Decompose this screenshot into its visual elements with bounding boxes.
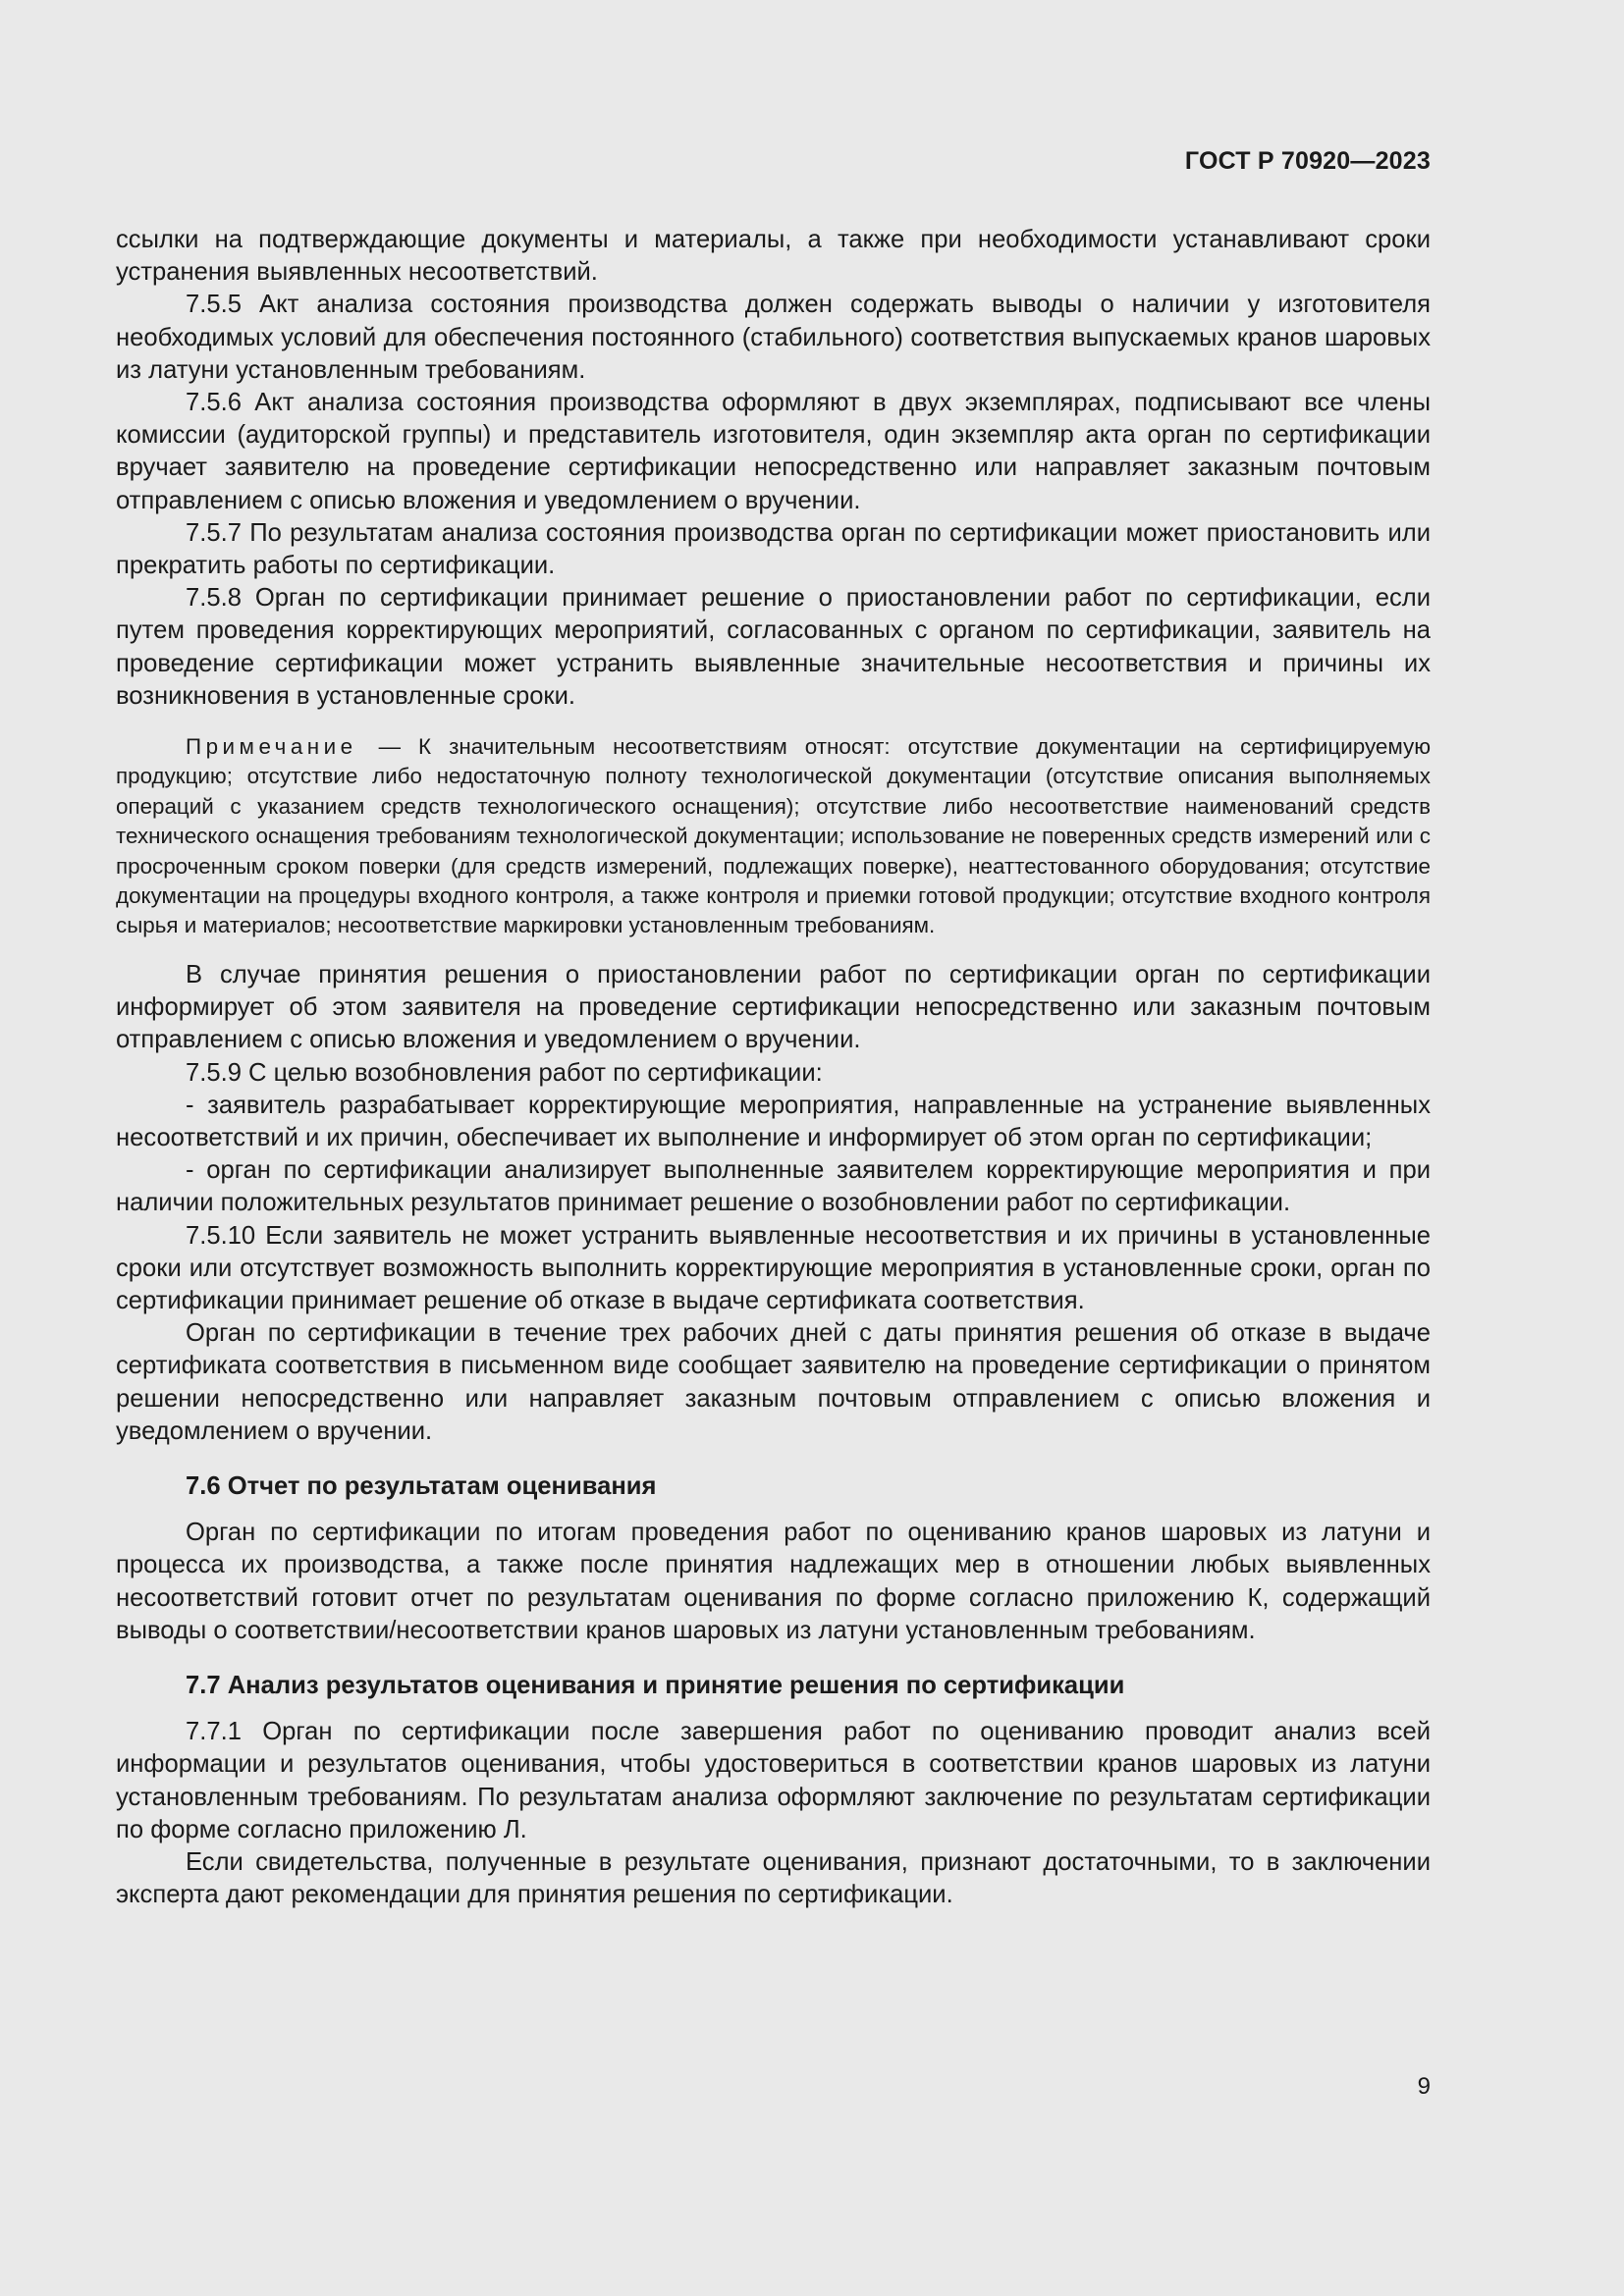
page-number: 9 xyxy=(1417,2073,1431,2100)
paragraph-suspension-notice: В случае принятия решения о приостановлении работ по сертификации орган по сертификации информирует об этом заявителя на проведение сертификации непосредственно или заказным почтовым отправлением с описью вложения и уведомлением о вручении. xyxy=(116,960,1431,1054)
paragraph-7-5-8: 7.5.8 Орган по сертификации принимает решение о приостановлении работ по сертификации, если путем проведения корректирующих мероприятий, согласованных с органом по сертификации, заявитель на проведение сертификации может устранить выявленные значительные несоответствия и причины их возникновения в установленные сроки. xyxy=(116,584,1431,710)
section-heading-7-7: 7.7 Анализ результатов оценивания и принятие решения по сертификации xyxy=(186,1671,1125,1699)
note-block xyxy=(116,732,1431,941)
section-heading-7-6: 7.6 Отчет по результатам оценивания xyxy=(186,1471,657,1500)
paragraph-7-5-10: 7.5.10 Если заявитель не может устранить выявленные несоответствия и их причины в установленные сроки или отсутствует возможность выполнить корректирующие мероприятия в установленные сроки, орган по сертификации принимает решение об отказе в выдаче сертификата соответствия. xyxy=(116,1221,1431,1314)
paragraph-refusal-notice: Орган по сертификации в течение трех рабочих дней с даты принятия решения об отказе в выдаче сертификата соответствия в письменном виде сообщает заявителю на проведение сертификации о принятом решении непосредственно или направляет заказным почтовым отправлением с описью вложения и уведомлением о вручении. xyxy=(116,1319,1431,1445)
paragraph-7-5-5: 7.5.5 Акт анализа состояния производства должен содержать выводы о наличии у изготовителя необходимых условий для обеспечения постоянного (стабильного) соответствия выпускаемых кранов шаровых из латуни установленным требованиям. xyxy=(116,291,1431,384)
note-text: — К значительным несоответствиям относят: отсутствие документации на сертифицируемую продукцию; отсутствие либо недостаточную полноту технологической документации (отсутствие описания выполняемых операций с указанием средств технологического оснащения); отсутствие либо несоответствие наименований средств технического оснащения требованиям технологической документации; использование не поверенных средств измерений или с просроченным сроком поверки (для средств измерений, подлежащих поверке), неаттестованного оборудования; отсутствие документации на процедуры входного контроля, а также контроля и приемки готовой продукции; отсутствие входного контроля сырья и материалов; несоответствие маркировки установленным требованиям. xyxy=(116,734,1431,938)
paragraph-7-5-9: 7.5.9 С целью возобновления работ по сертификации: xyxy=(186,1058,823,1087)
list-item-body-actions: - орган по сертификации анализирует выполненные заявителем корректирующие мероприятия и при наличии положительных результатов принимает решение о возобновлении работ по сертификации. xyxy=(116,1156,1431,1217)
note-label: Примечание xyxy=(186,734,357,760)
document-code: ГОСТ Р 70920—2023 xyxy=(1184,147,1431,175)
paragraph-continuation: ссылки на подтверждающие документы и материалы, а также при необходимости устанавливают сроки устранения выявленных несоответствий. xyxy=(116,226,1431,287)
paragraph-7-7-1: 7.7.1 Орган по сертификации после завершения работ по оцениванию проводит анализ всей информации и результатов оценивания, чтобы удостовериться в соответствии кранов шаровых из латуни установленным требованиям. По результатам анализа оформляют заключение по результатам сертификации по форме согласно приложению Л. xyxy=(116,1718,1431,1843)
list-item-applicant-actions: - заявитель разрабатывает корректирующие мероприятия, направленные на устранение выявленных несоответствий и их причин, обеспечивает их выполнение и информирует об этом орган по сертификации; xyxy=(116,1091,1431,1151)
paragraph-evidence: Если свидетельства, полученные в результате оценивания, признают достаточными, то в заключении эксперта дают рекомендации для принятия решения по сертификации. xyxy=(116,1847,1431,1909)
paragraph-7-6-body: Орган по сертификации по итогам проведения работ по оцениванию кранов шаровых из латуни и процесса их производства, а также после принятия надлежащих мер в отношении любых выявленных несоответствий готовит отчет по результатам оценивания по форме согласно приложению К, содержащий выводы о соответствии/несоответствии кранов шаровых из латуни установленным требованиям. xyxy=(116,1519,1431,1644)
paragraph-7-5-6: 7.5.6 Акт анализа состояния производства оформляют в двух экземплярах, подписывают все члены комиссии (аудиторской группы) и представитель изготовителя, один экземпляр акта орган по сертификации вручает заявителю на проведение сертификации непосредственно или направляет заказным почтовым отправлением с описью вложения и уведомлением о вручении. xyxy=(116,389,1431,514)
document-body xyxy=(116,224,1431,1911)
paragraph-7-5-7: 7.5.7 По результатам анализа состояния производства орган по сертификации может приостановить или прекратить работы по сертификации. xyxy=(116,518,1431,580)
